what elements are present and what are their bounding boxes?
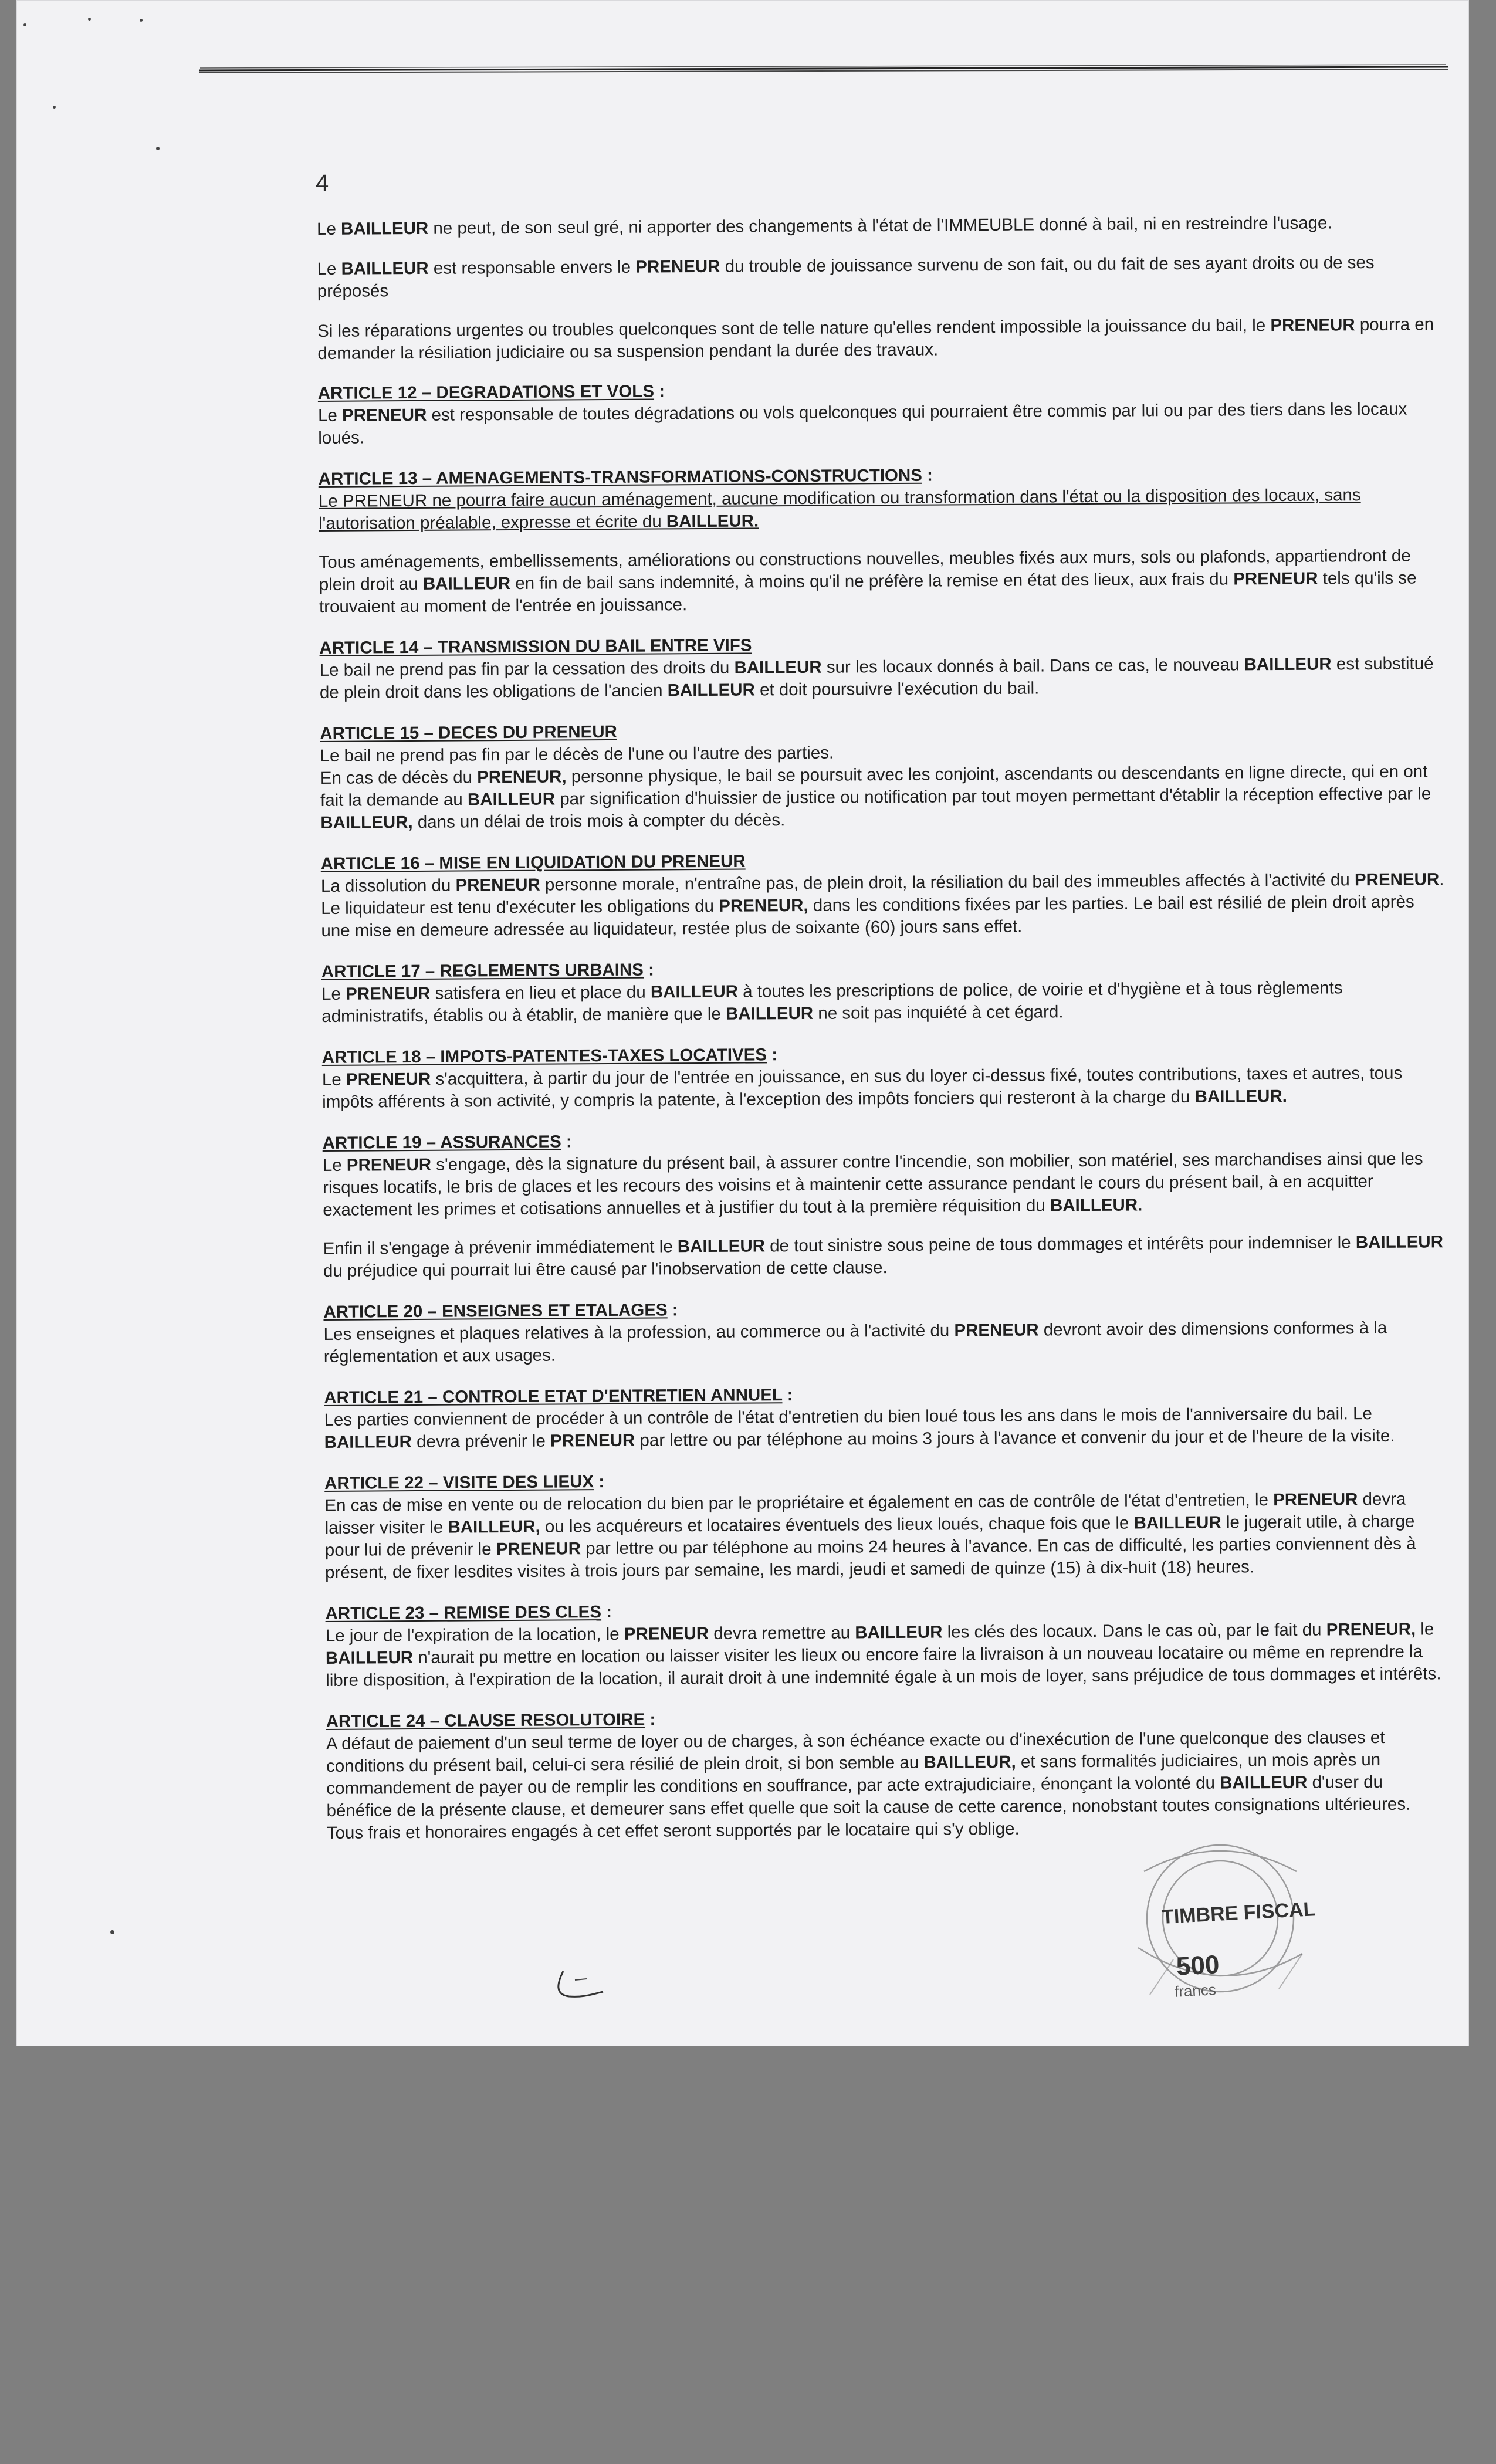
- bold-term: PRENEUR: [635, 256, 720, 277]
- scan-speck: [140, 19, 143, 22]
- text-run: dans un délai de trois mois à compter du décès.: [412, 810, 786, 832]
- bold-term: BAILLEUR: [725, 1003, 814, 1024]
- bold-term: BAILLEUR: [1133, 1512, 1221, 1533]
- text-run: Le: [317, 259, 341, 279]
- text-run: dans les conditions fixées par les parties. Le bail est résilié de plein droit après une mise en demeure adressée au liquidateur, restée plus de soixante (60) jours sans effet.: [321, 892, 1414, 940]
- bold-term: PRENEUR: [346, 1069, 431, 1089]
- article-heading: ARTICLE 21 – CONTROLE ETAT D'ENTRETIEN ANNUEL: [324, 1385, 783, 1407]
- text-run: par lettre ou par téléphone au moins 24 heures à l'avance. En cas de difficulté, les parties conviennent dès à présent, de fixer lesdites visites à trois jours par semaine, les mardi, jeudi et samedi de quinze (15) à dix-huit (18) heures.: [325, 1534, 1416, 1582]
- article-paragraph: [326, 1618, 1451, 1692]
- fiscal-stamp-title: TIMBRE FISCAL: [1161, 1898, 1316, 1928]
- scan-speck: [23, 23, 26, 26]
- text-run: En cas de décès du: [320, 767, 478, 788]
- bold-term: BAILLEUR: [650, 981, 739, 1002]
- bold-term: BAILLEUR: [667, 680, 755, 700]
- article-section: [325, 1596, 1451, 1692]
- text-run: ne peut, de son seul gré, ni apporter des changements à l'état de l'IMMEUBLE donné à bail, ni en restreindre l'usage.: [428, 213, 1332, 238]
- article-section: [319, 461, 1445, 618]
- article-paragraph: [324, 1316, 1449, 1368]
- article-heading-colon: :: [922, 465, 933, 485]
- article-heading-colon: :: [645, 1710, 656, 1729]
- text-run: du trouble de jouissance survenu de son fait, ou du fait de ses ayant droits ou de ses préposés: [317, 252, 1375, 301]
- text-run: satisfera en lieu et place du: [430, 982, 651, 1003]
- article-heading: ARTICLE 16 – MISE EN LIQUIDATION DU PRENEUR: [320, 851, 746, 874]
- intro-paragraph: [317, 251, 1442, 303]
- article-heading: ARTICLE 14 – TRANSMISSION DU BAIL ENTRE VIFS: [319, 635, 752, 658]
- article-heading-colon: :: [766, 1045, 778, 1065]
- text-run: La dissolution du: [320, 875, 456, 896]
- article-section: [319, 630, 1445, 704]
- text-run: A défaut de paiement d'un seul terme de loyer ou de charges, à son échéance exacte ou d'inexécution de l'une quelconque des clauses et conditions du présent bail, celui-ci sera résilié de plein droit, si bon semble au: [326, 1727, 1385, 1776]
- bold-term: BAILLEUR.: [1194, 1086, 1288, 1106]
- text-run: en fin de bail sans indemnité, à moins qu'il ne préfère la remise en état des lieux, aux frais du: [510, 569, 1234, 593]
- article-paragraph: [321, 868, 1447, 942]
- bold-term: PRENEUR: [1270, 315, 1355, 336]
- text-run: Le bail ne prend pas fin par le décès de l'une ou l'autre des parties.: [320, 743, 834, 766]
- bold-term: PRENEUR: [345, 983, 431, 1004]
- article-heading: ARTICLE 24 – CLAUSE RESOLUTOIRE: [326, 1710, 645, 1731]
- text-run: est responsable envers le: [428, 257, 636, 278]
- bold-term: PRENEUR,: [1326, 1619, 1416, 1640]
- bold-term: BAILLEUR: [1220, 1772, 1308, 1793]
- article-section: [321, 846, 1447, 942]
- text-run: Le: [321, 984, 346, 1004]
- bold-term: PRENEUR: [1354, 869, 1440, 890]
- text-run: Les parties conviennent de procéder à un contrôle de l'état d'entretien du bien loué tous les ans dans le mois de l'anniversaire du bail. Le: [324, 1404, 1373, 1430]
- text-run: pourra en demander la résiliation judiciaire ou sa suspension pendant la durée des travaux.: [317, 314, 1434, 363]
- text-run: Enfin il s'engage à prévenir immédiatement le: [323, 1237, 678, 1258]
- bold-term: BAILLEUR: [467, 789, 556, 810]
- scan-speck: [110, 1930, 114, 1934]
- text-run: Si les réparations urgentes ou troubles quelconques sont de telle nature qu'elles rendent impossible la jouissance du bail, le: [317, 316, 1271, 341]
- text-run: devra prévenir le: [411, 1431, 551, 1452]
- article-heading-colon: :: [601, 1602, 612, 1622]
- fiscal-stamp-value: 500: [1175, 1950, 1220, 1981]
- bold-term: BAILLEUR: [1355, 1232, 1444, 1253]
- bold-term: PRENEUR: [341, 405, 427, 425]
- fiscal-stamp-unit: francs: [1174, 1981, 1217, 2001]
- text-run: n'aurait pu mettre en location ou laisser visiter les lieux ou encore faire la livraison à un nouveau locataire ou même en reprendre la libre disposition, à l'expiration de la location, il aurait droit à une indemnité égale à un mois de loyer, sans préjudice de tous dommages et intérêts.: [326, 1641, 1441, 1690]
- text-run: Le PRENEUR ne pourra faire aucun aménagement, aucune modification ou transformation dans l'état ou la disposition des locaux, sans l'autorisation préalable, expresse et écrite du: [318, 485, 1361, 533]
- top-rule-line: [199, 63, 1448, 75]
- text-run: Le jour de l'expiration de la location, le: [325, 1624, 624, 1646]
- text-run: Tous frais et honoraires engagés à cet effet seront supportés par le locataire qui s'y oblige.: [326, 1819, 1020, 1843]
- bold-term: PRENEUR: [954, 1320, 1039, 1341]
- text-run: Tous aménagements, embellissements, améliorations ou constructions nouvelles, meubles fixés aux murs, sols ou plafonds, appartiendront de plein droit au: [319, 546, 1411, 594]
- article-heading-colon: :: [561, 1132, 572, 1152]
- page-number: 4: [316, 170, 329, 196]
- scan-speck: [156, 147, 160, 150]
- text-run: Le: [321, 1069, 347, 1089]
- article-paragraph: [324, 1402, 1449, 1454]
- bold-term: BAILLEUR.: [666, 511, 759, 532]
- text-run: sur les locaux donnés à bail. Dans ce cas, le nouveau: [821, 655, 1244, 677]
- text-run: devra laisser visiter le: [324, 1489, 1406, 1538]
- text-run: les clés des locaux. Dans le cas où, par le fait du: [942, 1620, 1326, 1642]
- bold-term: PRENEUR,: [477, 767, 567, 787]
- bold-term: BAILLEUR: [855, 1622, 943, 1643]
- text-run: le: [1416, 1619, 1434, 1639]
- text-run: et sans formalités judiciaires, un mois après un commandement de payer ou de remplir les conditions en souffrance, par acte extrajudiciaire, énonçant la volonté du: [326, 1749, 1381, 1798]
- text-run: à toutes les prescriptions de police, de voirie et d'hygiène et à tous règlements administratifs, établis ou à établir, de manière que le: [321, 978, 1343, 1026]
- bold-term: BAILLEUR,: [448, 1517, 540, 1537]
- text-run: ou les acquéreurs et locataires éventuels des lieux loués, chaque fois que le: [540, 1513, 1134, 1536]
- article-heading: ARTICLE 12 – DEGRADATIONS ET VOLS: [317, 381, 655, 403]
- text-run: . Le liquidateur est tenu d'exécuter les obligations du: [321, 869, 1444, 918]
- article-section: [324, 1465, 1450, 1584]
- article-section: [324, 1380, 1450, 1454]
- article-heading-colon: :: [643, 960, 655, 980]
- text-run: est substitué de plein droit dans les obligations de l'ancien: [319, 654, 1434, 702]
- text-run: de tout sinistre sous peine de tous dommages et intérêts pour indemniser le: [764, 1233, 1356, 1256]
- article-paragraph: [320, 652, 1445, 704]
- text-run: par lettre ou par téléphone au moins 3 jours à l'avance et convenir du jour et de l'heure de la visite.: [635, 1426, 1395, 1450]
- text-run: Le bail ne prend pas fin par la cessation des droits du: [319, 658, 735, 680]
- article-heading: ARTICLE 15 – DECES DU PRENEUR: [320, 722, 617, 743]
- intro-paragraph: [317, 313, 1443, 365]
- text-run: Les enseignes et plaques relatives à la profession, au commerce ou à l'activité du: [323, 1321, 955, 1344]
- text-run: s'acquittera, à partir du jour de l'entrée en jouissance, en sus du loyer ci-dessus fixé, toutes contributions, taxes et autres, tous impôts afférents à son activité, y compris la patente, à l'exception des impôts fonciers qui resteront à la charge du: [322, 1063, 1403, 1112]
- article-heading: ARTICLE 17 – REGLEMENTS URBAINS: [321, 960, 644, 981]
- bold-term: PRENEUR: [624, 1623, 709, 1644]
- article-paragraph: [324, 1488, 1450, 1584]
- article-section: [323, 1125, 1449, 1282]
- bold-term: BAILLEUR: [325, 1648, 414, 1668]
- text-run: est responsable de toutes dégradations ou vols quelconques qui pourraient être commis par lui ou par des tiers dans les locaux loués.: [318, 399, 1407, 448]
- bold-term: BAILLEUR.: [1050, 1195, 1143, 1216]
- text-run: ne soit pas inquiété à cet égard.: [813, 1002, 1064, 1023]
- scan-speck: [53, 106, 56, 109]
- text-run: tels qu'ils se trouvaient au moment de l'entrée en jouissance.: [319, 568, 1417, 617]
- bold-term: BAILLEUR: [341, 218, 429, 239]
- bold-term: PRENEUR: [455, 875, 540, 895]
- bold-term: PRENEUR: [550, 1430, 635, 1451]
- bold-term: BAILLEUR: [422, 573, 511, 594]
- text-run: personne physique, le bail se poursuit avec les conjoint, ascendants ou descendants en ligne directe, qui en ont fait la demande au: [320, 761, 1428, 810]
- article-paragraph: [319, 483, 1444, 535]
- article-heading-colon: :: [782, 1385, 793, 1405]
- text-run: par signification d'huissier de justice ou notification par tout moyen permettant d'établir la réception effective par le: [555, 784, 1431, 809]
- article-paragraph: [323, 1148, 1448, 1221]
- text-run: s'engage, dès la signature du présent bail, à assurer contre l'incendie, son mobilier, son matériel, ses marchandises ainsi que les risques locatifs, le bris de glaces et les recours des voisins et à maintenir cette assurance pendant le cours du présent bail, à en acquitter exactement les primes et cotisations annuelles et à justifier du tout à la première réquisition du: [322, 1149, 1423, 1220]
- article-paragraph: [318, 398, 1443, 449]
- text-run: devra remettre au: [708, 1623, 855, 1643]
- bold-term: BAILLEUR: [734, 657, 822, 678]
- document-body: [317, 211, 1452, 1863]
- article-section: [322, 1040, 1448, 1113]
- article-heading: ARTICLE 13 – AMENAGEMENTS-TRANSFORMATIONS-CONSTRUCTIONS: [318, 465, 923, 489]
- text-run: Le: [317, 219, 341, 239]
- article-section: [323, 1294, 1449, 1368]
- bold-term: PRENEUR: [496, 1539, 581, 1559]
- article-heading-colon: :: [654, 381, 665, 401]
- text-run: le jugerait utile, à charge pour lui de prévenir le: [324, 1511, 1415, 1560]
- article-section: [320, 716, 1446, 834]
- text-run: d'user du bénéfice de la présente clause, et demeurer sans effet quelle que soit la cause de cette carence, nonobstant toutes consignations ultérieures.: [326, 1772, 1411, 1820]
- scanner-background: [0, 2074, 1496, 2464]
- bold-term: BAILLEUR,: [923, 1752, 1016, 1772]
- bold-term: PRENEUR: [346, 1155, 432, 1175]
- article-heading: ARTICLE 20 – ENSEIGNES ET ETALAGES: [323, 1300, 668, 1322]
- article-heading: ARTICLE 18 – IMPOTS-PATENTES-TAXES LOCATIVES: [321, 1045, 767, 1067]
- article-heading-colon: :: [667, 1300, 678, 1320]
- article-paragraph: [322, 1062, 1447, 1113]
- article-heading: ARTICLE 23 – REMISE DES CLES: [325, 1602, 602, 1623]
- bold-term: BAILLEUR: [324, 1432, 412, 1452]
- text-run: personne morale, n'entraîne pas, de plein droit, la résiliation du bail des immeubles affectés à l'activité du: [540, 870, 1355, 895]
- scan-speck: [88, 18, 91, 21]
- article-paragraph: [321, 976, 1447, 1028]
- text-run: En cas de mise en vente ou de relocation du bien par le propriétaire et également en cas de contrôle de l'état d'entretien, le: [324, 1490, 1274, 1515]
- article-heading-colon: :: [594, 1472, 605, 1492]
- bold-term: BAILLEUR,: [320, 813, 413, 832]
- bold-term: PRENEUR,: [719, 895, 808, 916]
- bold-term: BAILLEUR: [677, 1236, 766, 1257]
- article-section: [318, 375, 1444, 449]
- text-run: Le: [317, 405, 343, 425]
- bold-term: PRENEUR: [1233, 568, 1318, 589]
- text-run: devront avoir des dimensions conformes à la réglementation et aux usages.: [323, 1318, 1387, 1366]
- article-paragraph: [323, 1231, 1448, 1282]
- text-run: et doit poursuivre l'exécution du bail.: [754, 678, 1040, 700]
- text-run: Le: [322, 1155, 347, 1175]
- bold-term: PRENEUR: [1273, 1490, 1358, 1510]
- text-run: du préjudice qui pourrait lui être causé par l'inobservation de cette clause.: [323, 1258, 888, 1281]
- initials-signature: [551, 1968, 616, 2003]
- bold-term: BAILLEUR: [1244, 654, 1332, 675]
- bold-term: BAILLEUR: [341, 258, 429, 279]
- article-heading: ARTICLE 19 – ASSURANCES: [322, 1132, 561, 1153]
- article-heading: ARTICLE 22 – VISITE DES LIEUX: [324, 1472, 594, 1493]
- article-paragraph: [319, 544, 1444, 618]
- article-paragraph: [320, 760, 1446, 834]
- article-section: [321, 954, 1447, 1028]
